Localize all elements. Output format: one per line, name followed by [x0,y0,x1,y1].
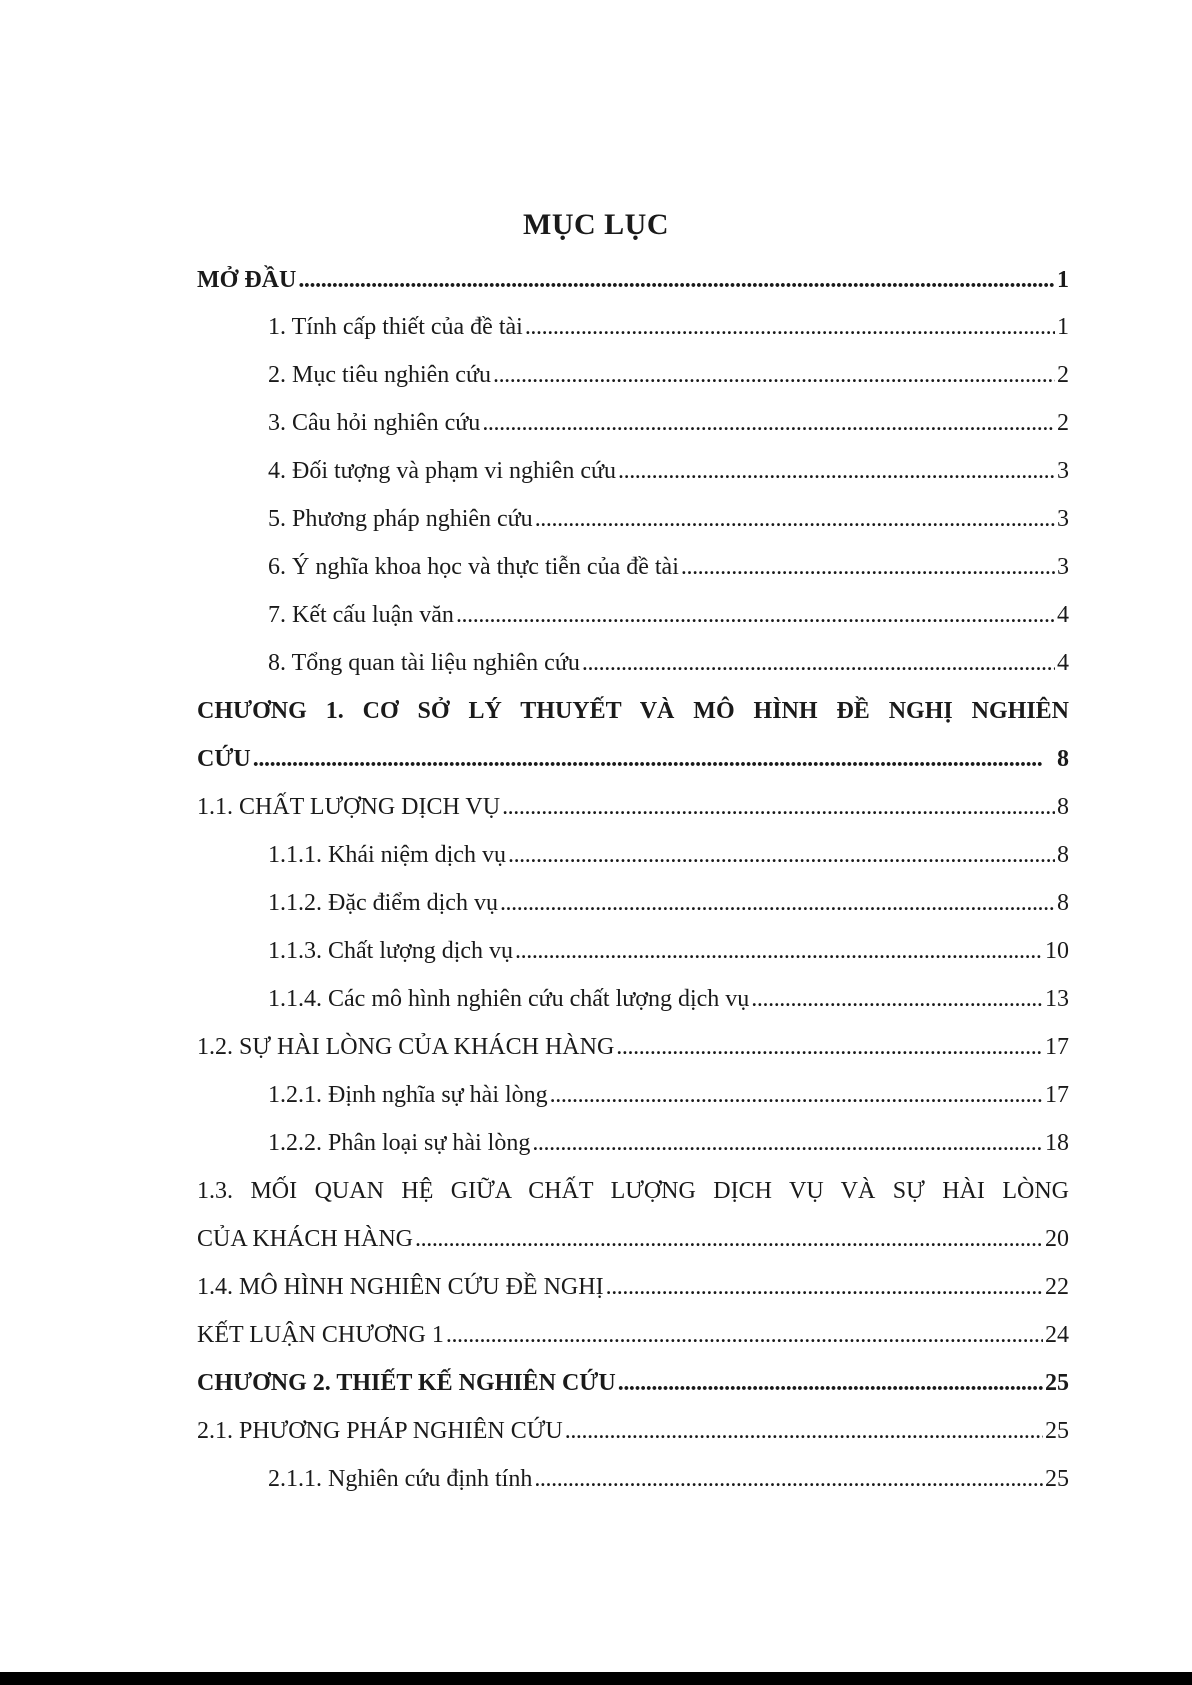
toc-entry-page: 8 [1057,794,1069,820]
toc-entry[interactable] [268,359,1069,391]
toc-entry-page: 4 [1057,602,1069,628]
dot-leader [508,839,1055,871]
toc-entry-text: 5. Phương pháp nghiên cứu [268,506,533,532]
toc-entry-page: 17 [1045,1034,1069,1060]
toc-entry-text: CỨU [197,746,251,772]
toc-entry[interactable] [197,1031,1069,1063]
dot-leader [681,551,1055,583]
toc-entry-text: 6. Ý nghĩa khoa học và thực tiễn của đề tài [268,554,679,580]
toc-entry[interactable] [197,791,1069,823]
toc-entry-text: 3. Câu hỏi nghiên cứu [268,410,481,436]
toc-entry[interactable] [268,311,1069,343]
toc-entry-page: 1 [1057,314,1069,340]
toc-entry-text: MỞ ĐẦU [197,267,297,293]
toc-entry-text: 8. Tổng quan tài liệu nghiên cứu [268,650,580,676]
dot-leader [606,1271,1043,1303]
dot-leader [616,1031,1043,1063]
toc-entry-text: 1.1.3. Chất lượng dịch vụ [268,938,514,964]
dot-leader [532,1127,1043,1159]
toc-entry-text: 2.1.1. Nghiên cứu định tính [268,1466,533,1492]
dot-leader [502,791,1055,823]
toc-entry-page: 2 [1057,410,1069,436]
toc-entry-page: 25 [1045,1418,1069,1444]
toc-entry-page: 1 [1057,267,1069,293]
toc-entry-page: 3 [1057,554,1069,580]
dot-leader [534,1463,1043,1495]
toc-entry-page: 8 [1057,890,1069,916]
dot-leader [751,983,1043,1015]
toc-entry-text: 1.1.2. Đặc điểm dịch vụ [268,890,498,916]
dot-leader [618,1367,1043,1399]
toc-entry[interactable] [268,1463,1069,1495]
dot-leader [298,264,1055,296]
dot-leader [618,455,1055,487]
toc-entry-page: 18 [1045,1130,1069,1156]
toc-entry-page: 25 [1045,1370,1069,1396]
toc-entry[interactable] [268,503,1069,535]
toc-entry-text: CHƯƠNG 2. THIẾT KẾ NGHIÊN CỨU [197,1370,616,1396]
toc-entry-text: 2. Mục tiêu nghiên cứu [268,362,491,388]
toc-entry[interactable] [268,983,1069,1015]
toc-entry[interactable] [268,599,1069,631]
toc-entry[interactable] [268,1127,1069,1159]
toc-entry-text: 2.1. PHƯƠNG PHÁP NGHIÊN CỨU [197,1418,563,1444]
toc-entry[interactable] [268,407,1069,439]
toc-entry[interactable] [197,1271,1069,1303]
toc-entry[interactable] [268,887,1069,919]
toc-entry-page: 3 [1057,506,1069,532]
toc-entry-text: 1.4. MÔ HÌNH NGHIÊN CỨU ĐỀ NGHỊ [197,1274,604,1300]
toc-entry-page: 8 [1057,842,1069,868]
toc-entry[interactable] [268,839,1069,871]
toc-entry-page: 25 [1045,1466,1069,1492]
toc-entry-page: 2 [1057,362,1069,388]
toc-entry-text: 7. Kết cấu luận văn [268,602,454,628]
dot-leader [500,887,1055,919]
toc-entry-page: 4 [1057,650,1069,676]
dot-leader [535,503,1055,535]
dot-leader [482,407,1055,439]
toc-title: MỤC LỤC [523,208,669,241]
toc-entry-text: 1.2. SỰ HÀI LÒNG CỦA KHÁCH HÀNG [197,1034,615,1060]
toc-entry-text: 1.2.1. Định nghĩa sự hài lòng [268,1082,548,1108]
toc-entry-page: 24 [1045,1322,1069,1348]
page-bottom-edge [0,1672,1192,1685]
toc-entry-page: 3 [1057,458,1069,484]
toc-entry[interactable] [197,1415,1069,1447]
dot-leader [515,935,1043,967]
dot-leader [525,311,1055,343]
toc-entry-page: 8 [1057,746,1069,772]
dot-leader [582,647,1055,679]
toc-entry-text: 4. Đối tượng và phạm vi nghiên cứu [268,458,616,484]
dot-leader [253,743,1055,775]
toc-entry-text: KẾT LUẬN CHƯƠNG 1 [197,1322,444,1348]
dot-leader [493,359,1055,391]
toc-entry[interactable] [197,1319,1069,1351]
toc-entry[interactable] [197,1223,1069,1255]
toc-entry-text: 1.1. CHẤT LƯỢNG DỊCH VỤ [197,794,501,820]
toc-entry-text: 1. Tính cấp thiết của đề tài [268,314,523,340]
toc-entry[interactable] [268,647,1069,679]
toc-entry-text: 1.2.2. Phân loại sự hài lòng [268,1130,531,1156]
toc-entry-page: 20 [1045,1226,1069,1252]
dot-leader [446,1319,1043,1351]
toc-entry[interactable] [197,743,1069,775]
dot-leader [550,1079,1043,1111]
toc-entry-text: 1.1.4. Các mô hình nghiên cứu chất lượng dịch vụ [268,986,750,1012]
toc-entry[interactable] [197,1367,1069,1399]
toc-section-heading-line[interactable]: 1.3. MỐI QUAN HỆ GIỮA CHẤT LƯỢNG DỊCH VỤ VÀ SỰ HÀI LÒNG [197,1178,1069,1204]
toc-entry-page: 13 [1045,986,1069,1012]
toc-entry[interactable] [268,1079,1069,1111]
toc-chapter-heading-line[interactable]: CHƯƠNG 1. CƠ SỞ LÝ THUYẾT VÀ MÔ HÌNH ĐỀ NGHỊ NGHIÊN [197,698,1069,724]
toc-entry-page: 10 [1045,938,1069,964]
toc-entry[interactable] [268,935,1069,967]
toc-entry[interactable] [197,264,1069,296]
toc-entry-page: 22 [1045,1274,1069,1300]
dot-leader [565,1415,1043,1447]
toc-entry-text: 1.1.1. Khái niệm dịch vụ [268,842,506,868]
toc-entry[interactable] [268,551,1069,583]
toc-entry[interactable] [268,455,1069,487]
dot-leader [456,599,1055,631]
toc-entry-page: 17 [1045,1082,1069,1108]
toc-entry-text: CỦA KHÁCH HÀNG [197,1226,414,1252]
dot-leader [415,1223,1043,1255]
